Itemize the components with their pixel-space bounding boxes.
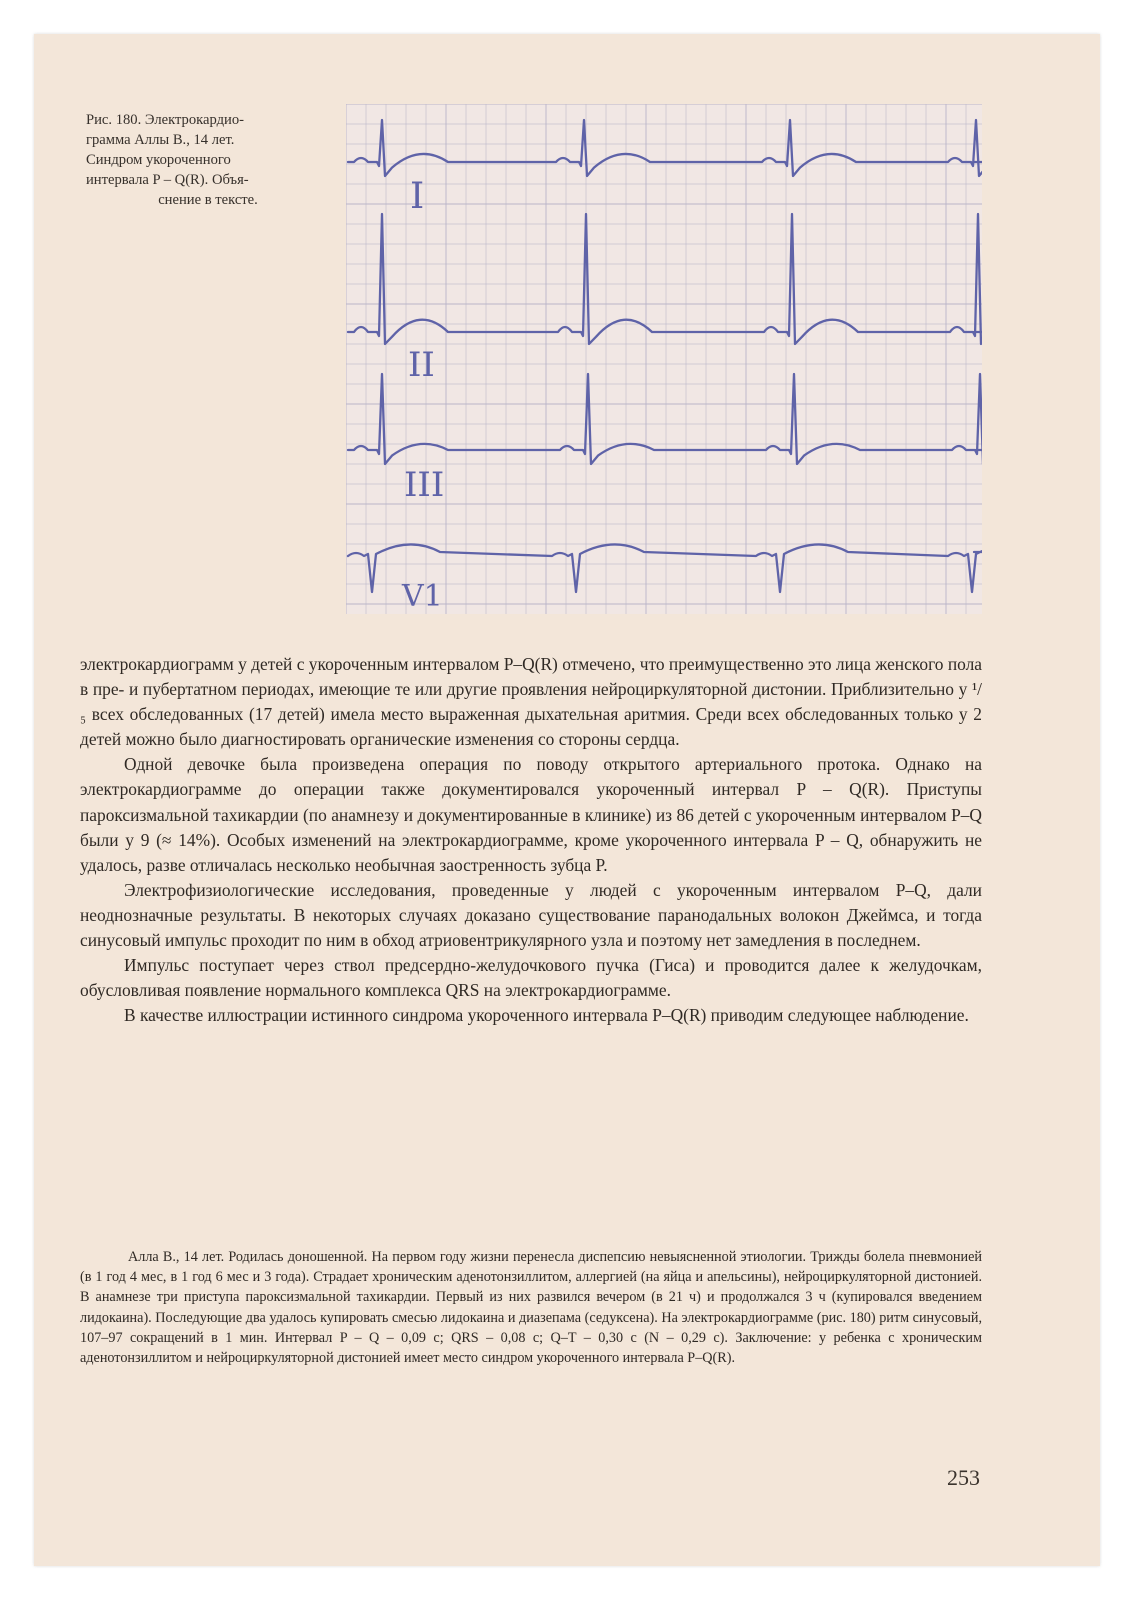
caption-line: снение в тексте. [158,192,258,208]
paragraph: В качестве иллюстрации истинного синдрома укороченного интервала P–Q(R) приводим следующее наблюдение. [124,1005,969,1026]
case-report [80,1247,982,1368]
ecg-chart [346,104,982,614]
lead-label-v1: V1 [402,579,443,614]
page-number: 253 [947,1465,980,1490]
body-text [80,652,982,1028]
lead-label-iii: III [404,465,445,505]
caption-line: Синдром укороченного [86,152,231,168]
caption-line: интервала P – Q(R). Объя- [86,172,249,188]
lead-label-ii: II [408,345,435,385]
ecg-figure [346,104,982,614]
paragraph: электрокардиограмм у детей с укороченным интервалом P–Q(R) отмечено, что преимущественно это лица женского пола в пре- и пубертатном периодах, имеющие те или другие проявления нейроциркуляторной дистонии. Приблизительно у ¹/₅ всех обследованных (17 детей) имела место выраженная дыхательная аритмия. Среди всех обследованных только у 2 детей можно было диагностировать органические изменения со стороны сердца. [80,654,982,750]
caption-line: Рис. 180. Электрокардио- [86,112,244,128]
case-paragraph: Алла В., 14 лет. Родилась доношенной. На первом году жизни перенесла диспепсию невыясненной этиологии. Трижды болела пневмонией (в 1 год 4 мес, в 1 год 6 мес и 3 года). Страдает хроническим аденотонзиллитом, аллергией (на яйца и апельсины), нейроциркуляторной дистонией. В анамнезе три приступа пароксизмальной тахикардии. Первый из них развился вечером (в 21 ч) и продолжался 3 ч (купировался введением лидокаина). Последующие два удалось купировать смесью лидокаина и диазепама (седуксена). На электрокардиограмме (рис. 180) ритм синусовый, 107–97 сокращений в 1 мин. Интервал P – Q – 0,09 с; QRS – 0,08 с; Q–T – 0,30 с (N – 0,29 с). Заключение: у ребенка с хроническим аденотонзиллитом и нейроциркуляторной дистонией имеет место синдром укороченного интервала P–Q(R). [80,1249,982,1367]
figure-caption [86,110,330,210]
lead-label-i: I [410,176,425,217]
ecg-paper [346,104,982,614]
paragraph: Электрофизиологические исследования, проведенные у людей с укороченным интервалом P–Q, дали неоднозначные результаты. В некоторых случаях доказано существование паранодальных волокон Джеймса, и тогда синусовый импульс проходит по ним в обход атриовентрикулярного узла и поэтому нет замедления в последнем. [80,879,982,951]
caption-line: грамма Аллы В., 14 лет. [86,132,235,148]
paragraph: Одной девочке была произведена операция по поводу открытого артериального протока. Однако на электрокардиограмме до операции также документировался укороченный интервал P – Q(R). Приступы пароксизмальной тахикардии (по анамнезу и документированные в клинике) из 86 детей с укороченным интервалом P–Q были у 9 (≈ 14%). Особых изменений на электрокардиограмме, кроме укороченного интервала P – Q, обнаружить не удалось, разве отличалась несколько необычная заостренность зубца P. [80,754,982,875]
paragraph: Импульс поступает через ствол предсердно-желудочкового пучка (Гиса) и проводится далее к желудочкам, обусловливая появление нормального комплекса QRS на электрокардиограмме. [80,955,982,1001]
